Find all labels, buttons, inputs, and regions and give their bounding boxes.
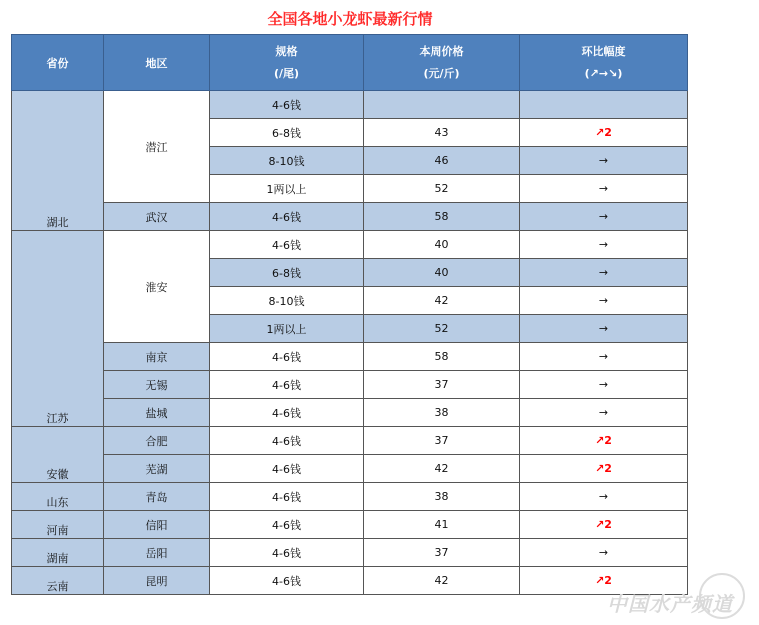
- spec-cell: 4-6钱: [210, 567, 364, 595]
- province-cell: 河南: [12, 511, 104, 539]
- table-row: [12, 371, 688, 399]
- price-cell: 58: [364, 203, 520, 231]
- region-cell: 无锡: [104, 371, 210, 399]
- change-cell: ↗2: [520, 119, 688, 147]
- spec-cell: 4-6钱: [210, 203, 364, 231]
- region-cell: 淮安: [104, 231, 210, 343]
- province-cell: 江苏: [12, 231, 104, 427]
- price-cell: 38: [364, 483, 520, 511]
- region-cell: 潜江: [104, 91, 210, 203]
- header-spec: [210, 35, 364, 91]
- price-cell: 52: [364, 315, 520, 343]
- change-cell: ↗2: [520, 455, 688, 483]
- table-row: [12, 399, 688, 427]
- change-cell: →: [520, 539, 688, 567]
- spec-cell: 1两以上: [210, 315, 364, 343]
- price-cell: 37: [364, 371, 520, 399]
- spec-cell: 4-6钱: [210, 399, 364, 427]
- change-cell: ↗2: [520, 567, 688, 595]
- header-price-unit: (元/斤): [423, 66, 460, 80]
- change-cell: →: [520, 343, 688, 371]
- header-change-unit: (↗→↘): [584, 66, 623, 80]
- region-cell: 青岛: [104, 483, 210, 511]
- change-cell: →: [520, 259, 688, 287]
- spec-cell: 8-10钱: [210, 147, 364, 175]
- spec-cell: 4-6钱: [210, 483, 364, 511]
- price-cell: 43: [364, 119, 520, 147]
- header-province: 省份: [12, 35, 104, 91]
- change-cell: →: [520, 371, 688, 399]
- header-change: [520, 35, 688, 91]
- price-cell: 58: [364, 343, 520, 371]
- price-cell: 38: [364, 399, 520, 427]
- change-cell: →: [520, 399, 688, 427]
- region-cell: 信阳: [104, 511, 210, 539]
- region-cell: 南京: [104, 343, 210, 371]
- spec-cell: 4-6钱: [210, 427, 364, 455]
- change-cell: ↗2: [520, 427, 688, 455]
- spec-cell: 4-6钱: [210, 539, 364, 567]
- price-cell: [364, 91, 520, 119]
- price-cell: 42: [364, 567, 520, 595]
- change-cell: [520, 91, 688, 119]
- region-cell: 盐城: [104, 399, 210, 427]
- price-cell: 46: [364, 147, 520, 175]
- change-cell: ↗2: [520, 511, 688, 539]
- price-cell: 42: [364, 287, 520, 315]
- spec-cell: 4-6钱: [210, 371, 364, 399]
- province-cell: 山东: [12, 483, 104, 511]
- header-price: [364, 35, 520, 91]
- price-cell: 37: [364, 427, 520, 455]
- province-cell: 云南: [12, 567, 104, 595]
- table-row: [12, 231, 688, 259]
- spec-cell: 6-8钱: [210, 259, 364, 287]
- change-cell: →: [520, 315, 688, 343]
- region-cell: 合肥: [104, 427, 210, 455]
- spec-cell: 6-8钱: [210, 119, 364, 147]
- spec-cell: 4-6钱: [210, 91, 364, 119]
- header-spec-unit: (/尾): [273, 66, 300, 80]
- table-row: [12, 203, 688, 231]
- spec-cell: 4-6钱: [210, 231, 364, 259]
- spec-cell: 1两以上: [210, 175, 364, 203]
- province-cell: 湖南: [12, 539, 104, 567]
- table-title: 全国各地小龙虾最新行情: [267, 10, 433, 28]
- spec-cell: 4-6钱: [210, 511, 364, 539]
- region-cell: 芜湖: [104, 455, 210, 483]
- province-cell: 安徽: [12, 427, 104, 483]
- region-cell: 昆明: [104, 567, 210, 595]
- spec-cell: 8-10钱: [210, 287, 364, 315]
- spec-cell: 4-6钱: [210, 455, 364, 483]
- region-cell: 岳阳: [104, 539, 210, 567]
- table-row: [12, 455, 688, 483]
- price-cell: 40: [364, 231, 520, 259]
- change-cell: →: [520, 231, 688, 259]
- watermark-text: 中国水产频道: [607, 592, 733, 616]
- price-table: [11, 34, 688, 595]
- spec-cell: 4-6钱: [210, 343, 364, 371]
- price-cell: 37: [364, 539, 520, 567]
- table-row: [12, 567, 688, 595]
- change-cell: →: [520, 483, 688, 511]
- price-cell: 41: [364, 511, 520, 539]
- header-spec-title: 规格: [275, 44, 298, 58]
- price-cell: 42: [364, 455, 520, 483]
- header-change-title: 环比幅度: [581, 44, 626, 58]
- change-cell: →: [520, 203, 688, 231]
- change-cell: →: [520, 147, 688, 175]
- header-region: 地区: [104, 35, 210, 91]
- change-cell: →: [520, 175, 688, 203]
- table-row: [12, 91, 688, 119]
- table-row: [12, 343, 688, 371]
- table-row: [12, 483, 688, 511]
- change-cell: →: [520, 287, 688, 315]
- header-price-title: 本周价格: [419, 44, 464, 58]
- header-row: [12, 35, 688, 91]
- table-row: [12, 427, 688, 455]
- price-cell: 52: [364, 175, 520, 203]
- table-row: [12, 511, 688, 539]
- price-cell: 40: [364, 259, 520, 287]
- province-cell: 湖北: [12, 91, 104, 231]
- region-cell: 武汉: [104, 203, 210, 231]
- table-row: [12, 539, 688, 567]
